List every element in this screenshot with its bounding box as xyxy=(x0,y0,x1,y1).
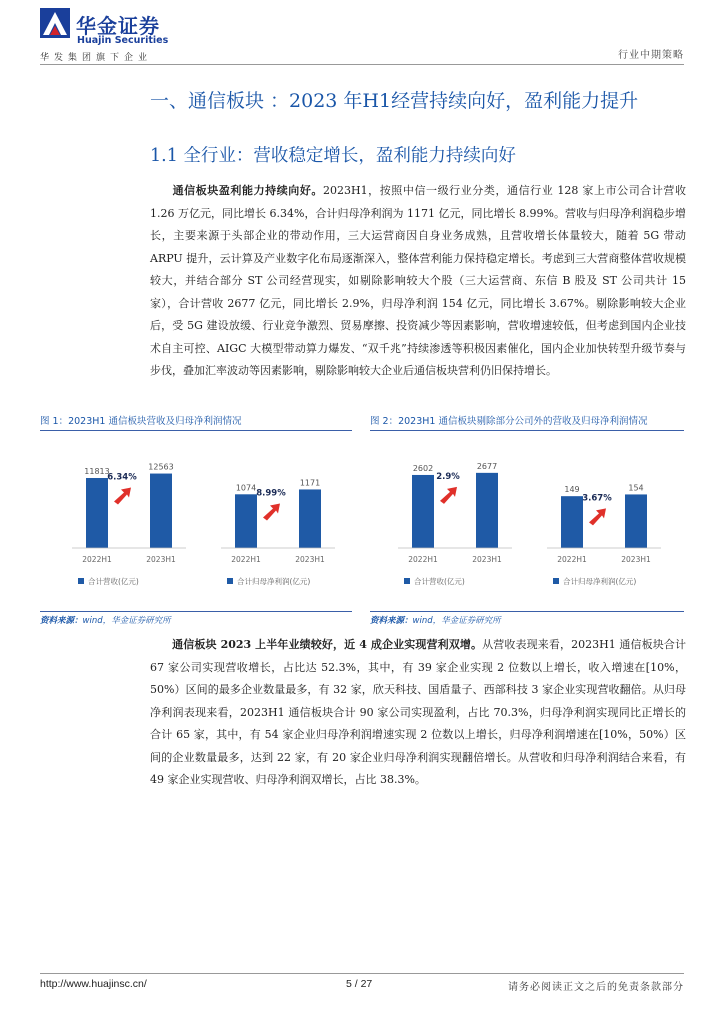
figure-2-source xyxy=(370,614,501,626)
data-label: 149 xyxy=(564,485,580,495)
legend-label: 合计归母净利润(亿元) xyxy=(563,577,637,586)
growth-arrow-icon xyxy=(263,503,280,520)
report-type: 行业中期策略 xyxy=(618,50,684,61)
bar-chart-svg xyxy=(533,438,668,608)
legend-label: 合计营收(亿元) xyxy=(88,577,139,586)
paragraph-industry-overview xyxy=(150,180,686,383)
legend-swatch xyxy=(78,578,84,584)
logo-subtitle: 华发集团旗下企业 xyxy=(40,53,153,63)
bar-2023H1 xyxy=(299,489,321,548)
figure-1-bottom-rule xyxy=(40,611,352,612)
source-body: wind，华金证券研究所 xyxy=(82,616,171,626)
source-label: 资料来源： xyxy=(40,616,83,626)
category-label: 2023H1 xyxy=(621,555,651,564)
category-label: 2022H1 xyxy=(408,555,438,564)
header-divider xyxy=(40,64,684,65)
company-logo xyxy=(40,8,175,64)
bar-2022H1 xyxy=(561,496,583,548)
category-label: 2022H1 xyxy=(557,555,587,564)
data-label: 1171 xyxy=(299,478,321,488)
category-label: 2023H1 xyxy=(146,555,176,564)
figure-2-bottom-rule xyxy=(370,611,684,612)
chart-profit-all xyxy=(207,438,342,608)
bar-2022H1 xyxy=(412,475,434,548)
category-label: 2023H1 xyxy=(472,555,502,564)
data-label: 2602 xyxy=(412,463,434,473)
bar-2023H1 xyxy=(625,494,647,548)
legend-swatch xyxy=(553,578,559,584)
bar-2022H1 xyxy=(86,478,108,548)
bar-2022H1 xyxy=(235,494,257,548)
bar-2023H1 xyxy=(476,473,498,548)
paragraph-lead: 通信板块 2023 上半年业绩较好，近 4 成企业实现营利双增。 xyxy=(172,638,483,651)
chart-revenue-excluded xyxy=(384,438,519,608)
bar-chart-svg xyxy=(384,438,519,608)
figure-1-source xyxy=(40,614,171,626)
legend-label: 合计归母净利润(亿元) xyxy=(237,577,311,586)
data-label: 12563 xyxy=(148,462,174,472)
footer-website-link[interactable]: http://www.huajinsc.cn/ xyxy=(40,978,147,990)
footer-disclaimer: 请务必阅读正文之后的免责条款部分 xyxy=(508,982,684,993)
growth-label: 2.9% xyxy=(436,471,460,482)
subsection-title: 1.1 全行业：营收稳定增长，盈利能力持续向好 xyxy=(150,146,516,166)
growth-label: 8.99% xyxy=(256,488,286,499)
category-label: 2023H1 xyxy=(295,555,325,564)
footer-divider xyxy=(40,973,684,974)
paragraph-body: 2023H1，按照中信一级行业分类，通信行业 128 家上市公司合计营收 1.26 万亿元，同比增长 6.34%，合计归母净利润为 1171 亿元，同比增长 8.99%。营收与归母净利润稳步增长，主要来源于头部企业的带动作用，三大运营商因自身业务成熟，且营收增长体量较大，随着 5G 带动 ARPU 提升，云计算及产业数字化布局逐渐深入，整体营利能力保持稳定增长。考虑到三大营商整体营收规模较大，并结合部分 ST 公司经营现实，如剔除影响较大个股（三大运营商、东信 B 股及 ST 公司共计 15 家），合计营收 2677 亿元，同比增长 2.9%，归母净利润 154 亿元，同比增长 3.67%。剔除影响较大企业后，受 5G 建设放缓、行业竞争激烈、贸易摩擦、投资减少等因素影响，营收增速较低，但考虑到国内企业技术自主可控、AIGC 大模型带动算力爆发、“双千兆”持续渗透等积极因素催化，国内企业加快转型升级节奏与步伐，叠加汇率波动等因素影响，剔除影响较大企业后通信板块营利仍旧保持增长。 xyxy=(150,184,686,377)
section-title: 一、通信板块 ：2023 年H1经营持续向好，盈利能力提升 xyxy=(150,90,639,112)
growth-label: 3.67% xyxy=(582,493,612,504)
chart-revenue-all xyxy=(58,438,193,608)
figure-1-title: 图 1：2023H1 通信板块营收及归母净利润情况 xyxy=(40,416,242,427)
figure-2-top-rule xyxy=(370,430,684,431)
huajin-logo-mark xyxy=(40,8,70,38)
paragraph-lead: 通信板块盈利能力持续向好。 xyxy=(172,184,323,197)
legend-swatch xyxy=(404,578,410,584)
growth-arrow-icon xyxy=(440,487,457,504)
growth-label: 6.34% xyxy=(107,472,137,483)
category-label: 2022H1 xyxy=(82,555,112,564)
figure-1-top-rule xyxy=(40,430,352,431)
source-label: 资料来源： xyxy=(370,616,413,626)
paragraph-h1-performance xyxy=(150,634,686,792)
category-label: 2022H1 xyxy=(231,555,261,564)
bar-chart-svg xyxy=(58,438,193,608)
page-number: 5 / 27 xyxy=(346,978,373,990)
legend-swatch xyxy=(227,578,233,584)
source-body: wind，华金证券研究所 xyxy=(412,616,501,626)
logo-english: Huajin Securities xyxy=(77,35,169,46)
figure-2-title: 图 2：2023H1 通信板块剔除部分公司外的营收及归母净利润情况 xyxy=(370,416,648,427)
data-label: 11813 xyxy=(84,466,110,476)
data-label: 1074 xyxy=(235,483,257,493)
growth-arrow-icon xyxy=(589,508,606,525)
chart-profit-excluded xyxy=(533,438,668,608)
legend-label: 合计营收(亿元) xyxy=(414,577,465,586)
logo-chinese: 华金证券 xyxy=(76,14,160,38)
bar-2023H1 xyxy=(150,474,172,548)
paragraph-body: 从营收表现来看，2023H1 通信板块合计 67 家公司实现营收增长，占比达 52.3%，其中，有 39 家企业实现 2 位数以上增长，收入增速在[10%，50%）区间的最多企业数量最多，有 32 家，欣天科技、国盾量子、西部科技 3 家企业实现营收翻倍。从归母净利润表现来看，2023H1 通信板块合计 90 家公司实现盈利，占比 70.3%，归母净利润实现同比正增长的合计 65 家，其中，有 54 家企业归母净利润增速实现 2 位数以上增长，归母净利润增速在[10%，50%）区间的企业数量最多，达到 22 家，有 20 家企业归母净利润实现翻倍增长。从营收和归母净利润结合来看，有 49 家企业实现营收、归母净利润双增长，占比 38.3%。 xyxy=(150,638,686,786)
growth-arrow-icon xyxy=(114,488,131,505)
data-label: 2677 xyxy=(476,461,498,471)
bar-chart-svg xyxy=(207,438,342,608)
data-label: 154 xyxy=(628,483,644,493)
